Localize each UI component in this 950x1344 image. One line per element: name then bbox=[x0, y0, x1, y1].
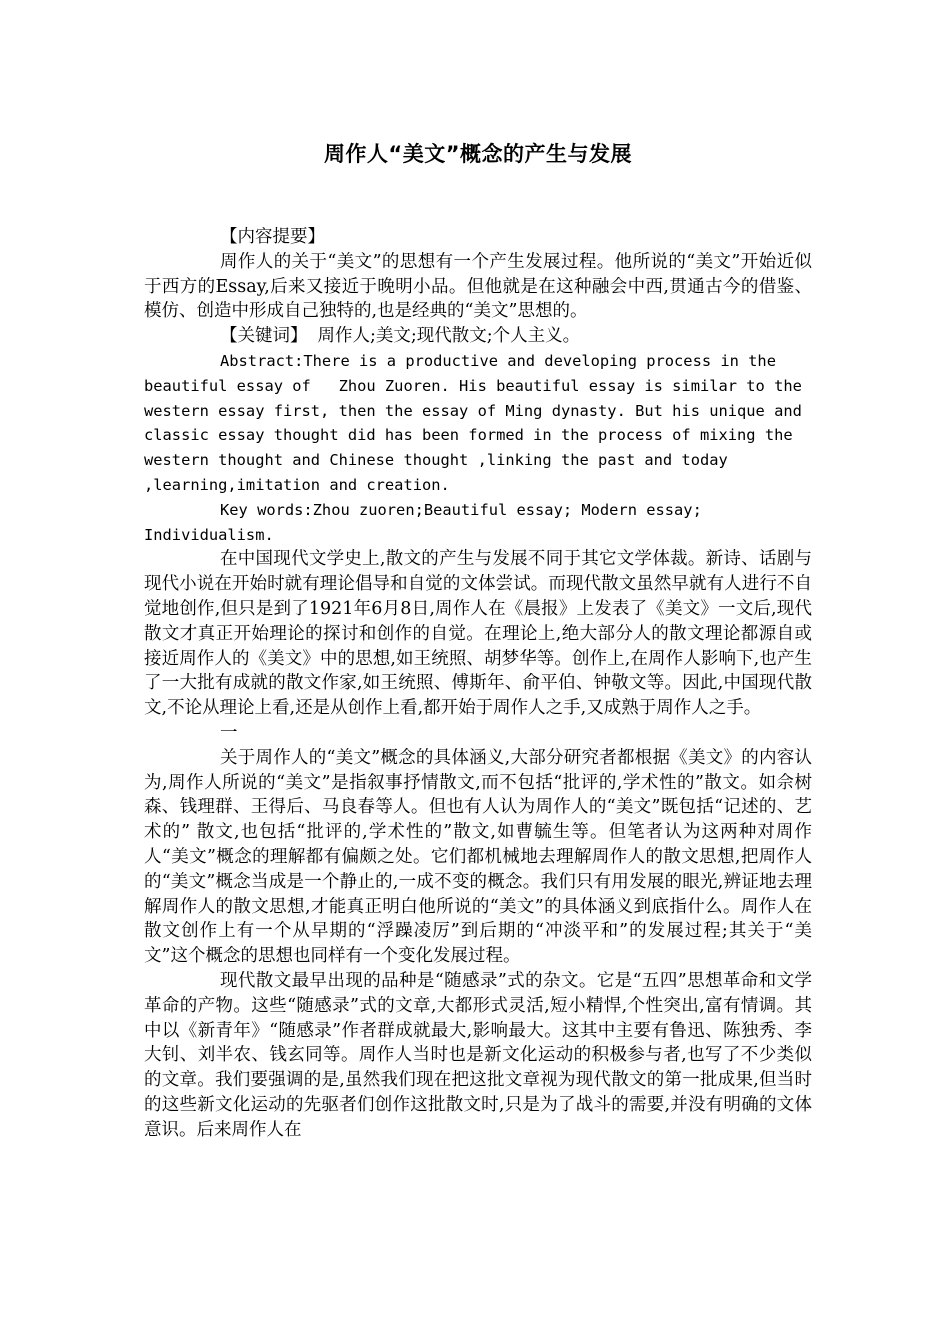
document-body bbox=[144, 225, 812, 1142]
keywords-chinese bbox=[144, 324, 812, 349]
abstract-english: Abstract:There is a productive and developing process in the beautiful essay of Zhou Zuoren. His beautiful essay is similar to the western essay first, then the essay of Ming dynasty. But his unique and classic essay thought did has been formed in the process of mixing the western thought and Chinese thought ,linking the past and today ,learning,imitation and creation. bbox=[144, 351, 812, 494]
body-paragraph-2: 现代散文最早出现的品种是“随感录”式的杂文。它是“五四”思想革命和文学革命的产物。这些“随感录”式的文章,大都形式灵活,短小精悍,个性突出,富有情调。其中以《新青年》“随感录”作者群成就最大,影响最大。这其中主要有鲁迅、陈独秀、李大钊、刘半农、钱玄同等。周作人当时也是新文化运动的积极参与者,也写了不少类似的文章。我们要强调的是,虽然我们现在把这批文章视为现代散文的第一批成果,但当时的这些新文化运动的先驱者们创作这批散文时,只是为了战斗的需要,并没有明确的文体意识。后来周作人在 bbox=[144, 970, 812, 1140]
intro-paragraph: 在中国现代文学史上,散文的产生与发展不同于其它文学体裁。新诗、话剧与现代小说在开始时就有理论倡导和自觉的文体尝试。而现代散文虽然早就有人进行不自觉地创作,但只是到了1921年6月8日,周作人在《晨报》上发表了《美文》一文后,现代散文才真正开始理论的探讨和创作的自觉。在理论上,绝大部分人的散文理论都源自或接近周作人的《美文》中的思想,如王统照、胡梦华等。创作上,在周作人影响下,也产生了一大批有成就的散文作家,如王统照、傅斯年、俞平伯、钟敬文等。因此,中国现代散文,不论从理论上看,还是从创作上看,都开始于周作人之手,又成熟于周作人之手。 bbox=[144, 549, 812, 719]
body-paragraph-1: 关于周作人的“美文”概念的具体涵义,大部分研究者都根据《美文》的内容认为,周作人所说的“美文”是指叙事抒情散文,而不包括“批评的,学术性的”散文。如佘树森、钱理群、王得后、马良春等人。但也有人认为周作人的“美文”既包括“记述的、艺术的” 散文,也包括“批评的,学术性的”散文,如曹毓生等。但笔者认为这两种对周作人“美文”概念的理解都有偏颇之处。它们都机械地去理解周作人的散文思想,把周作人的“美文”概念当成是一个静止的,一成不变的概念。我们只有用发展的眼光,辨证地去理解周作人的散文思想,才能真正明白他所说的“美文”的具体涵义到底指什么。周作人在散文创作上有一个从早期的“浮躁凌厉”到后期的“冲淡平和”的发展过程;其关于“美文”这个概念的思想也同样有一个变化发展过程。 bbox=[144, 747, 812, 967]
keywords-label: 【关键词】 bbox=[220, 326, 308, 347]
keywords-english: Key words:Zhou zuoren;Beautiful essay; Modern essay; Individualism. bbox=[144, 500, 702, 544]
abstract-heading: 【内容提要】 bbox=[220, 227, 325, 247]
keywords-text: 周作人;美文;现代散文;个人主义。 bbox=[317, 326, 581, 347]
document-title: 周作人“美文”概念的产生与发展 bbox=[323, 142, 633, 166]
abstract-chinese: 周作人的关于“美文”的思想有一个产生发展过程。他所说的“美文”开始近似于西方的Essay,后来又接近于晚明小品。但他就是在这种融会中西,贯通古今的借鉴、模仿、创造中形成自己独特的,也是经典的“美文”思想的。 bbox=[144, 251, 812, 322]
section-number: 一 bbox=[220, 722, 238, 743]
